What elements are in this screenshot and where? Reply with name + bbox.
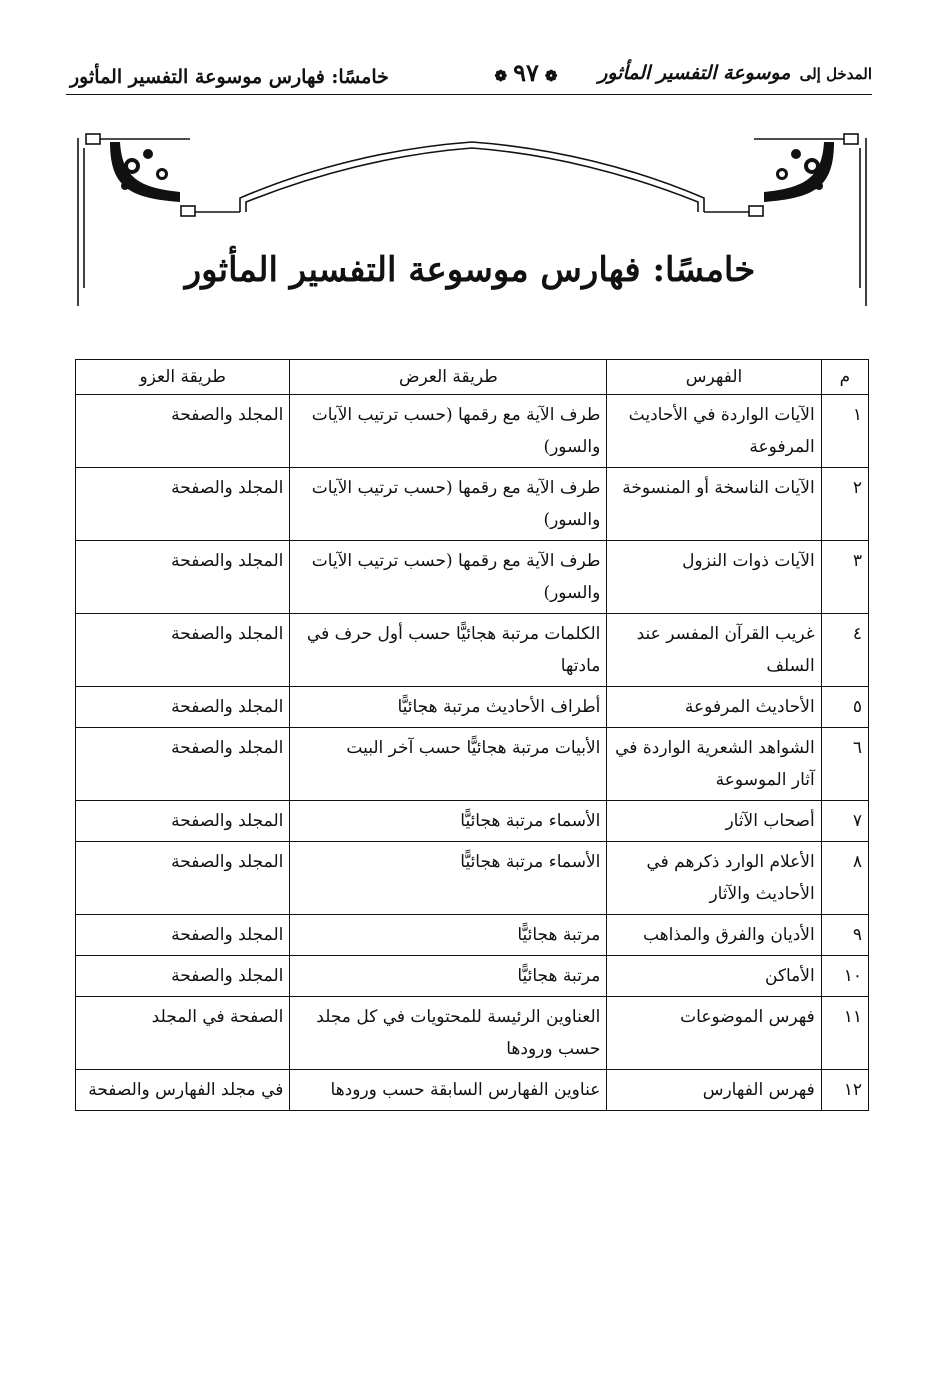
header-num: م (821, 360, 868, 395)
row-num: ٧ (821, 801, 868, 842)
table-row (76, 728, 869, 801)
row-reference: الصفحة في المجلد (76, 997, 290, 1070)
table-row (76, 997, 869, 1070)
header-display: طريقة العرض (290, 360, 607, 395)
row-display: الأبيات مرتبة هجائيًّا حسب آخر البيت (290, 728, 607, 801)
row-display: طرف الآية مع رقمها (حسب ترتيب الآيات والسور) (290, 395, 607, 468)
section-header: خامسًا: فهارس موسوعة التفسير المأثور (70, 66, 389, 88)
row-index: الأديان والفرق والمذاهب (607, 915, 821, 956)
row-index: الأعلام الوارد ذكرهم في الأحاديث والآثار (607, 842, 821, 915)
header-reference: طريقة العزو (76, 360, 290, 395)
table-row (76, 614, 869, 687)
row-reference: المجلد والصفحة (76, 687, 290, 728)
row-display: الأسماء مرتبة هجائيًّا (290, 842, 607, 915)
page-number: ❁٩٧❁ (494, 58, 558, 87)
table-row (76, 1070, 869, 1111)
header-index: الفهرس (607, 360, 821, 395)
ornament-icon: ❁ (544, 67, 558, 85)
table-row (76, 915, 869, 956)
row-reference: المجلد والصفحة (76, 842, 290, 915)
row-reference: المجلد والصفحة (76, 614, 290, 687)
row-display: مرتبة هجائيًّا (290, 956, 607, 997)
row-index: الآيات ذوات النزول (607, 541, 821, 614)
ornament-icon: ❁ (494, 67, 508, 85)
table-row (76, 395, 869, 468)
row-display: أطراف الأحاديث مرتبة هجائيًّا (290, 687, 607, 728)
row-index: غريب القرآن المفسر عند السلف (607, 614, 821, 687)
row-num: ٢ (821, 468, 868, 541)
row-reference: المجلد والصفحة (76, 956, 290, 997)
row-reference: المجلد والصفحة (76, 395, 290, 468)
row-num: ٩ (821, 915, 868, 956)
row-display: مرتبة هجائيًّا (290, 915, 607, 956)
row-index: الأحاديث المرفوعة (607, 687, 821, 728)
book-title: موسوعة التفسير المأثور (598, 62, 791, 84)
row-display: العناوين الرئيسة للمحتويات في كل مجلد حسب ورودها (290, 997, 607, 1070)
row-num: ٤ (821, 614, 868, 687)
row-index: الآيات الواردة في الأحاديث المرفوعة (607, 395, 821, 468)
book-title-header (598, 62, 872, 84)
row-reference: المجلد والصفحة (76, 801, 290, 842)
row-display: طرف الآية مع رقمها (حسب ترتيب الآيات والسور) (290, 541, 607, 614)
row-num: ٦ (821, 728, 868, 801)
table-header-row (76, 360, 869, 395)
row-num: ١٠ (821, 956, 868, 997)
row-reference: المجلد والصفحة (76, 468, 290, 541)
row-reference: المجلد والصفحة (76, 728, 290, 801)
table-row (76, 956, 869, 997)
row-display: عناوين الفهارس السابقة حسب ورودها (290, 1070, 607, 1111)
table-row (76, 842, 869, 915)
book-prefix: المدخل إلى (799, 65, 872, 83)
row-display: طرف الآية مع رقمها (حسب ترتيب الآيات والسور) (290, 468, 607, 541)
row-index: أصحاب الآثار (607, 801, 821, 842)
row-index: فهرس الموضوعات (607, 997, 821, 1070)
index-table (75, 359, 869, 1111)
row-index: الأماكن (607, 956, 821, 997)
row-display: الأسماء مرتبة هجائيًّا (290, 801, 607, 842)
running-header (66, 58, 872, 98)
table-row (76, 687, 869, 728)
row-index: الشواهد الشعرية الواردة في آثار الموسوعة (607, 728, 821, 801)
table-row (76, 541, 869, 614)
row-reference: المجلد والصفحة (76, 541, 290, 614)
row-index: الآيات الناسخة أو المنسوخة (607, 468, 821, 541)
row-reference: في مجلد الفهارس والصفحة (76, 1070, 290, 1111)
row-num: ٨ (821, 842, 868, 915)
row-num: ٥ (821, 687, 868, 728)
table-row (76, 468, 869, 541)
header-rule (66, 94, 872, 95)
row-display: الكلمات مرتبة هجائيًّا حسب أول حرف في مادتها (290, 614, 607, 687)
table-row (76, 801, 869, 842)
row-num: ١ (821, 395, 868, 468)
row-reference: المجلد والصفحة (76, 915, 290, 956)
page-title: خامسًا: فهارس موسوعة التفسير المأثور (184, 250, 756, 290)
row-num: ١١ (821, 997, 868, 1070)
row-num: ١٢ (821, 1070, 868, 1111)
row-num: ٣ (821, 541, 868, 614)
row-index: فهرس الفهارس (607, 1070, 821, 1111)
